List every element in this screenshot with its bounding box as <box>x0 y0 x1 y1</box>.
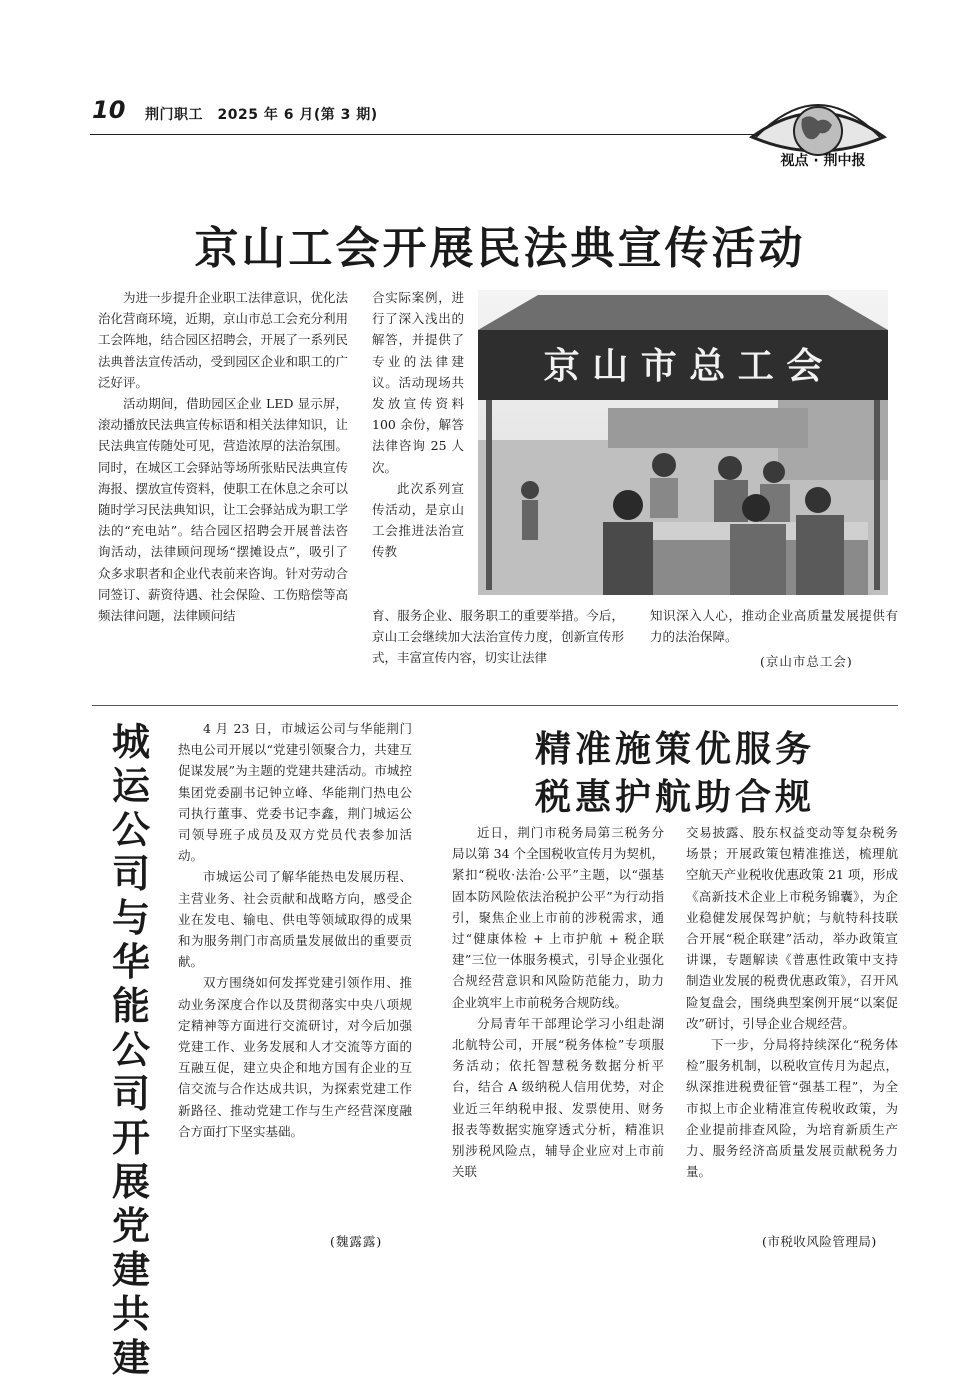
article2-paragraph-1: 4 月 23 日，市城运公司与华能荆门热电公司开展以“党建引领聚合力，共建互促谋发展”为主题的党建共建活动。市城控集团党委副书记钟立峰、华能荆门热电公司执行董事、党委书记李鑫，荆门城运公司领导班子成员及双方党员代表参加活动。 <box>178 721 412 864</box>
article3-title-line-2: 税惠护航助合规 <box>534 776 815 818</box>
article3-paragraph-3: 下一步，分局将持续深化“税务体检”服务机制，以税收宣传月为起点，纵深推进税费征管“强基工程”，为全市拟上市企业精准宣传税收政策，为企业提前排查风险，为培育新质生产力、服务经济高质量发展贡献税务力量。 <box>686 1037 898 1180</box>
article1-paragraph-3-middle: 育、服务企业、服务职工的重要举措。今后，京山工会继续加大法治宣传力度，创新宣传形式，丰富宣传内容，切实让法律 <box>372 608 624 666</box>
article2-paragraph-3: 双方围绕如何发挥党建引领作用、推动业务深度合作以及贯彻落实中央八项规定精神等方面进行交流研讨，对今后加强党建工作、业务发展和人才交流等方面的互融互促，建立央企和地方国有企业的互信交流与合作达成共识，为探索党建工作新路径、推动党建工作与生产经营深度融合方面打下坚实基础。 <box>178 975 412 1139</box>
article1-column-1 <box>98 287 348 626</box>
header-rule <box>90 134 760 135</box>
publication-info: 荆门职工 2025 年 6 月(第 3 期) <box>145 107 378 123</box>
article3-title-line-1: 精准施策优服务 <box>534 728 815 770</box>
article1-title: 京山工会开展民法典宣传活动 <box>194 223 806 274</box>
section-divider <box>92 705 898 706</box>
page-number: 10 <box>92 96 126 124</box>
article3-title <box>470 725 880 821</box>
article1-paragraph-2: 活动期间，借助园区企业 LED 显示屏，滚动播放民法典宣传标语和相关法律知识，让民法典宣传随处可见，营造浓厚的法治氛围。同时，在城区工会驿站等场所张贴民法典宣传海报、摆放宣传资料，使职工在休息之余可以随时学习民法典知识，让工会驿站成为职工学法的“充电站”。结合园区招聘会开展普法咨询活动，法律顾问现场“摆摊设点”，吸引了众多求职者和企业代表前来咨询。针对劳动合同签订、薪资待遇、社会保险、工伤赔偿等高频法律问题，法律顾问结 <box>98 396 349 624</box>
article3-paragraph-2: 分局青年干部理论学习小组赴湖北航特公司，开展“税务体检”专项服务活动；依托智慧税务数据分析平台，结合 A 级纳税人信用优势，对企业近三年纳税申报、发票使用、财务报表等数据实施穿透式分析，精准识别涉税风险点，辅导企业应对上市前关联 <box>452 1015 664 1180</box>
article1-paragraph-2-continued: 合实际案例，进行了深入浅出的解答，并提供了专业的法律建议。活动现场共发放宣传资料 100 余份，解答法律咨询 25 人次。 <box>372 290 464 475</box>
article1-byline: (京山市总工会) <box>760 654 853 669</box>
article1-paragraph-3-start: 此次系列宣传活动，是京山工会推进法治宣传教 <box>372 480 464 560</box>
event-photo <box>478 290 888 595</box>
article2-byline: (魏露露) <box>330 1234 383 1249</box>
article1-paragraph-1: 为进一步提升企业职工法律意识，优化法治化营商环境，近期，京山市总工会充分利用工会阵地，结合园区招聘会，开展了一系列民法典普法宣传活动，受到园区企业和职工的广泛好评。 <box>98 290 349 390</box>
article3-paragraph-1: 近日，荆门市税务局第三税务分局以第 34 个全国税收宣传月为契机，紧扣“税收·法治·公平”主题，以“强基固本防风险依法治税护公平”为行动指引，聚焦企业上市前的涉税需求，通过“健康体检 + 上市护航 + 税企联建”三位一体服务模式，引导企业强化合规经营意识和风险防范能力，助力企业筑牢上市前税务合规防线。 <box>452 825 664 1010</box>
article3-paragraph-2-continued: 交易披露、股东权益变动等复杂税务场景；开展政策包精准推送，梳理航空航天产业税收优惠政策 21 项，形成《高新技术企业上市税务锦囊》，为企业稳健发展保驾护航；与航特科技联合开展“税企联建”活动，举办政策宣讲课，专题解读《普惠性政策中支持制造业发展的税费优惠政策》，召开风险复盘会，围绕典型案例开展“以案促改”研讨，引导企业合规经营。 <box>686 825 898 1031</box>
article3-column-1 <box>452 822 664 1182</box>
article3-byline: (市税收风险管理局) <box>762 1234 877 1249</box>
article1-paragraph-3-end: 知识深入人心，推动企业高质量发展提供有力的法治保障。 <box>650 608 898 645</box>
article1-column-3 <box>372 605 624 669</box>
article1-column-4 <box>650 605 898 647</box>
article2-title: 城运公司与华能公司开展党建共建 <box>111 719 150 1380</box>
article2-body <box>178 718 412 1142</box>
article1-column-2 <box>372 287 464 563</box>
article3-column-2 <box>686 822 898 1182</box>
column-logo-text: 视点 · 荆中报 <box>780 153 866 169</box>
banner-text: 京 山 市 总 工 会 <box>543 346 823 387</box>
article2-paragraph-2: 市城运公司了解华能热电发展历程、主营业务、社会贡献和战略方向，感受企业在发电、输电、供电等领域取得的成果和为服务荆门市高质量发展做出的重要贡献。 <box>178 869 412 970</box>
